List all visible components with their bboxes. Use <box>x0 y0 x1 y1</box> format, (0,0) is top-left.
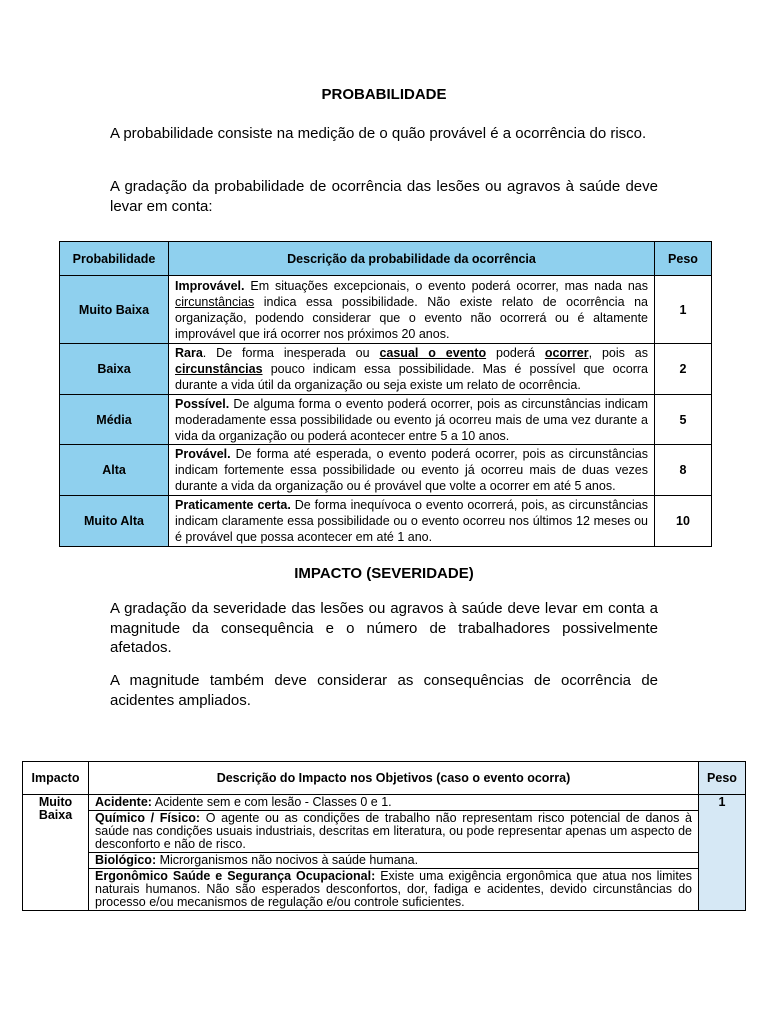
description-text: De forma inequívoca o evento ocorrerá, pois, as circunstâncias indicam claramente essa possibilidade ou o evento ocorreu nos últimos 12 meses ou é provável que possa acontecer em até 1 ano. <box>175 498 648 544</box>
impacto-table-header <box>23 762 746 795</box>
impacto-intro-2: A magnitude também deve considerar as consequências de ocorrência de acidentes ampliados. <box>110 672 658 709</box>
probabilidade-intro-2: A gradação da probabilidade de ocorrência das lesões ou agravos à saúde deve levar em conta: <box>110 178 658 215</box>
header-descricao: Descrição da probabilidade da ocorrência <box>169 242 655 276</box>
table-row <box>23 869 746 911</box>
probability-level: Alta <box>60 445 169 496</box>
description-text: De forma até esperada, o evento poderá ocorrer, pois as circunstâncias indicam fortemente essa possibilidade ou evento já ocorreu mais de duas vezes durante a vida da organização ou é provável que volte a ocorrer em até 5 anos. <box>175 447 648 493</box>
table-row <box>23 811 746 853</box>
probability-description <box>169 496 655 547</box>
header-peso: Peso <box>699 762 746 795</box>
description-text: indica essa possibilidade. Não existe relato de ocorrência na organização, podendo considerar que o evento não ocorrerá ou é altamente improvável que irá ocorrer nos próximos 20 anos. <box>175 294 648 341</box>
impact-item <box>89 853 699 869</box>
description-text: De alguma forma o evento poderá ocorrer, pois as circunstâncias indicam moderadamente essa possibilidade ou evento já ocorreu mais de uma vez durante a vida da organização ou poderá acontecer entre 5 a 10 anos. <box>175 396 648 443</box>
impact-term: Ergonômico Saúde e Segurança Ocupacional: <box>95 869 376 883</box>
table-row <box>23 795 746 811</box>
probability-term: Possível. <box>175 396 230 411</box>
probability-term: Provável. <box>175 447 231 461</box>
probability-term: Rara <box>175 346 203 360</box>
table-row <box>60 445 712 496</box>
probability-level: Média <box>60 395 169 445</box>
table-row <box>60 344 712 395</box>
impact-text: O agente ou as condições de trabalho não representam risco potencial de danos à saúde nas condições usuais industriais, descritas em literatura, ou pode representar apenas um aspecto de desconforto e não de risco. <box>95 811 692 851</box>
impact-text: Existe uma exigência ergonômica que atua nos limites naturais humanos. Não são esperados desconfortos, dor, fadiga e acidentes, devido circunstâncias do processo e/ou mecanismos de regulação e/ou controle suficientes. <box>95 869 693 909</box>
probability-weight: 2 <box>655 344 712 395</box>
header-descricao-impacto: Descrição do Impacto nos Objetivos (caso o evento ocorra) <box>89 762 699 795</box>
description-underlined: circunstâncias <box>175 294 255 309</box>
description-text: , pois as <box>588 346 648 360</box>
probability-description <box>169 445 655 496</box>
probability-weight: 8 <box>655 445 712 496</box>
description-text: Em situações excepcionais, o evento poderá ocorrer, mas nada nas <box>244 278 648 293</box>
impact-term: Acidente: <box>95 795 152 809</box>
impact-term: Biológico: <box>95 853 157 867</box>
impact-text: Acidente sem e com lesão - Classes 0 e 1. <box>151 795 392 809</box>
description-underlined: casual o evento <box>379 346 487 360</box>
probability-weight: 5 <box>655 395 712 445</box>
impact-item <box>89 869 699 911</box>
probability-level: Muito Alta <box>60 496 169 547</box>
impact-item <box>89 795 699 811</box>
probability-description <box>169 276 655 344</box>
impacto-title: IMPACTO (SEVERIDADE) <box>294 565 474 582</box>
description-text: . De forma inesperada ou <box>202 346 380 360</box>
impacto-table <box>22 761 746 911</box>
probabilidade-intro-1: A probabilidade consiste na medição de o quão provável é a ocorrência do risco. <box>110 125 647 142</box>
probability-term: Praticamente certa. <box>175 498 291 512</box>
header-probabilidade: Probabilidade <box>60 242 169 276</box>
description-text: poderá <box>486 346 545 360</box>
table-row <box>23 853 746 869</box>
description-text: pouco indicam essa possibilidade. Mas é possível que ocorra durante a vida útil da organização ou seja existe um relato de ocorrência. <box>175 362 648 392</box>
probability-weight: 1 <box>655 276 712 344</box>
probability-level: Muito Baixa <box>60 276 169 344</box>
probability-term: Improvável. <box>175 278 245 293</box>
probability-weight: 10 <box>655 496 712 547</box>
probability-description <box>169 395 655 445</box>
probability-level: Baixa <box>60 344 169 395</box>
table-row <box>60 395 712 445</box>
impact-text: Microrganismos não nocivos à saúde humana. <box>156 853 419 867</box>
probabilidade-table <box>59 241 712 547</box>
probability-description <box>169 344 655 395</box>
impact-level: Muito Baixa <box>23 795 89 911</box>
description-underlined: circunstâncias <box>175 362 263 376</box>
probabilidade-title: PROBABILIDADE <box>321 86 447 103</box>
table-row <box>60 276 712 344</box>
header-peso: Peso <box>655 242 712 276</box>
impact-term: Químico / Físico: <box>95 811 201 825</box>
impact-weight: 1 <box>699 795 746 911</box>
probabilidade-table-header <box>60 242 712 276</box>
description-underlined: ocorrer <box>544 346 589 360</box>
impacto-intro-1: A gradação da severidade das lesões ou agravos à saúde deve levar em conta a magnitude da consequência e o número de trabalhadores possivelmente afetados. <box>110 600 658 656</box>
impact-item <box>89 811 699 853</box>
header-impacto: Impacto <box>23 762 89 795</box>
table-row <box>60 496 712 547</box>
